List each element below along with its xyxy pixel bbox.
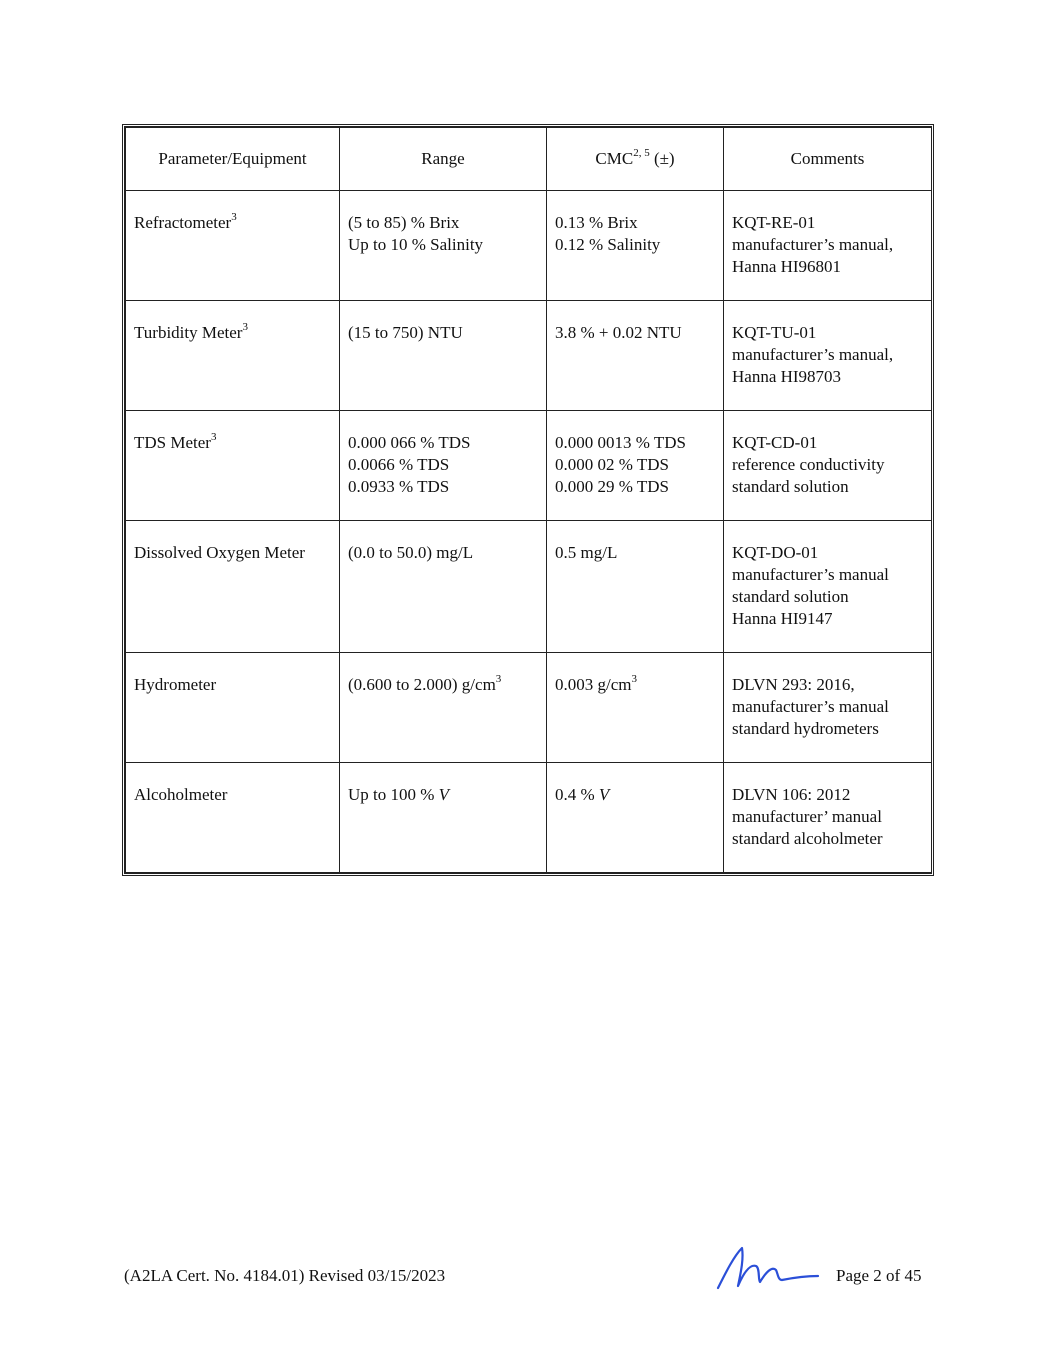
- cell-cmc: 0.003 $g/cm^3$: [547, 653, 724, 763]
- cell-parameter: Refractometer$^3$: [126, 191, 340, 301]
- footer-page-number: Page 2 of 45: [836, 1266, 922, 1285]
- header-range: Range: [340, 128, 547, 191]
- header-parameter: Parameter/Equipment: [126, 128, 340, 191]
- scope-table-wrapper: [122, 124, 934, 876]
- table-row: [126, 521, 932, 653]
- cell-parameter: Turbidity Meter$^3$: [126, 301, 340, 411]
- header-cmc: CMC$^{2, 5}$ (±): [547, 128, 724, 191]
- cell-parameter: Dissolved Oxygen Meter: [126, 521, 340, 653]
- table-row: [126, 411, 932, 521]
- table-header-row: [126, 128, 932, 191]
- cell-cmc: 3.8 % + 0.02 NTU: [547, 301, 724, 411]
- cell-comments: DLVN 293: 2016, manufacturer’s manual standard hydrometers: [724, 653, 932, 763]
- cell-parameter: Alcoholmeter: [126, 763, 340, 873]
- signature-icon: [712, 1242, 822, 1292]
- cell-comments: DLVN 106: 2012 manufacturer’ manual standard alcoholmeter: [724, 763, 932, 873]
- cell-cmc: 0.13 % Brix 0.12 % Salinity: [547, 191, 724, 301]
- cell-cmc: 0.4 % V: [547, 763, 724, 873]
- cell-comments: KQT-DO-01 manufacturer’s manual standard solution Hanna HI9147: [724, 521, 932, 653]
- footer-cert-text: (A2LA Cert. No. 4184.01) Revised 03/15/2023: [124, 1266, 446, 1285]
- cell-parameter: Hydrometer: [126, 653, 340, 763]
- cell-cmc: 0.000 0013 % TDS 0.000 02 % TDS 0.000 29 % TDS: [547, 411, 724, 521]
- cell-comments: KQT-TU-01 manufacturer’s manual, Hanna HI98703: [724, 301, 932, 411]
- cell-parameter: TDS Meter$^3$: [126, 411, 340, 521]
- cell-comments: KQT-RE-01 manufacturer’s manual, Hanna HI96801: [724, 191, 932, 301]
- cell-range: (15 to 750) NTU: [340, 301, 547, 411]
- cell-range: (5 to 85) % Brix Up to 10 % Salinity: [340, 191, 547, 301]
- table-row: [126, 653, 932, 763]
- table-row: [126, 191, 932, 301]
- cell-range: (0.0 to 50.0) mg/L: [340, 521, 547, 653]
- table-row: [126, 763, 932, 873]
- header-comments: Comments: [724, 128, 932, 191]
- cell-range: (0.600 to 2.000) $g/cm^3$: [340, 653, 547, 763]
- cell-range: Up to 100 % V: [340, 763, 547, 873]
- cell-comments: KQT-CD-01 reference conductivity standard solution: [724, 411, 932, 521]
- calibration-scope-table: [125, 127, 932, 873]
- cell-cmc: 0.5 mg/L: [547, 521, 724, 653]
- table-row: [126, 301, 932, 411]
- cell-range: 0.000 066 % TDS 0.0066 % TDS 0.0933 % TDS: [340, 411, 547, 521]
